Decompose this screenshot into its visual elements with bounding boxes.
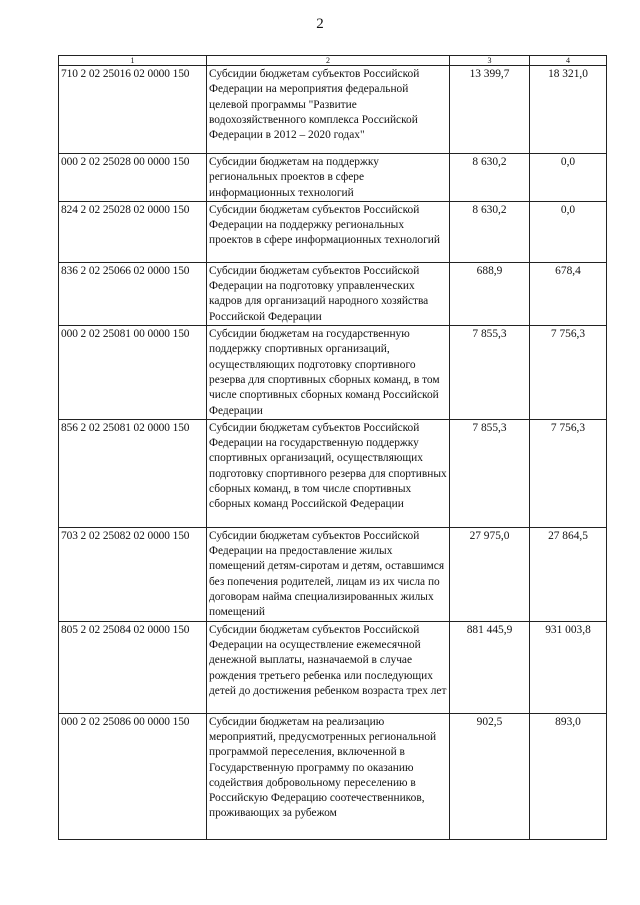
item-name: Субсидии бюджетам субъектов Российской Федерации на мероприятия федеральной целевой программы "Развитие водохозяйственного комплекса Российской Федерации в 2012 – 2020 годах": [207, 66, 450, 154]
value-col3: 8 630,2: [450, 201, 530, 262]
item-name: Субсидии бюджетам субъектов Российской Федерации на подготовку управленческих кадров для организаций народного хозяйства Российской Федерации: [207, 262, 450, 325]
budget-code: 824 2 02 25028 02 0000 150: [59, 201, 207, 262]
item-name: Субсидии бюджетам субъектов Российской Федерации на осуществление ежемесячной денежной выплаты, назначаемой в случае рождения третьего ребенка или последующих детей до достижения ребенком возраста трех лет: [207, 621, 450, 713]
value-col3: 688,9: [450, 262, 530, 325]
column-header-1: 1: [59, 56, 207, 66]
table-row: [59, 713, 607, 839]
value-col3: 902,5: [450, 713, 530, 839]
budget-code: 805 2 02 25084 02 0000 150: [59, 621, 207, 713]
budget-code: 000 2 02 25081 00 0000 150: [59, 326, 207, 420]
value-col4: 893,0: [530, 713, 607, 839]
value-col3: 27 975,0: [450, 527, 530, 621]
column-header-3: 3: [450, 56, 530, 66]
table-row: [59, 419, 607, 527]
value-col3: 13 399,7: [450, 66, 530, 154]
value-col4: 7 756,3: [530, 326, 607, 420]
table-row: [59, 527, 607, 621]
budget-code: 000 2 02 25086 00 0000 150: [59, 713, 207, 839]
budget-code: 856 2 02 25081 02 0000 150: [59, 419, 207, 527]
column-header-4: 4: [530, 56, 607, 66]
value-col3: 881 445,9: [450, 621, 530, 713]
table-row: [59, 262, 607, 325]
budget-code: 710 2 02 25016 02 0000 150: [59, 66, 207, 154]
value-col3: 8 630,2: [450, 154, 530, 202]
budget-code: 836 2 02 25066 02 0000 150: [59, 262, 207, 325]
budget-code: 000 2 02 25028 00 0000 150: [59, 154, 207, 202]
item-name: Субсидии бюджетам на государственную поддержку спортивных организаций, осуществляющих подготовку спортивного резерва для спортивных сборных команд, в том числе спортивных сборных команд Российской Федерации: [207, 326, 450, 420]
item-name: Субсидии бюджетам субъектов Российской Федерации на предоставление жилых помещений детям-сиротам и детям, оставшимся без попечения родителей, лицам из их числа по договорам найма специализированных жилых помещений: [207, 527, 450, 621]
table-row: [59, 621, 607, 713]
page-number: 2: [316, 16, 324, 32]
table-row: [59, 154, 607, 202]
value-col4: 931 003,8: [530, 621, 607, 713]
budget-table: [58, 55, 607, 840]
table-row: [59, 326, 607, 420]
budget-code: 703 2 02 25082 02 0000 150: [59, 527, 207, 621]
value-col3: 7 855,3: [450, 326, 530, 420]
item-name: Субсидии бюджетам субъектов Российской Федерации на государственную поддержку спортивных организаций, осуществляющих подготовку спортивного резерва для спортивных сборных команд, в том числе спортивных сборных команд Российской Федерации: [207, 419, 450, 527]
table-row: [59, 201, 607, 262]
header-row: [59, 56, 607, 66]
value-col4: 27 864,5: [530, 527, 607, 621]
item-name: Субсидии бюджетам на поддержку региональных проектов в сфере информационных технологий: [207, 154, 450, 202]
value-col4: 18 321,0: [530, 66, 607, 154]
value-col4: 678,4: [530, 262, 607, 325]
value-col4: 7 756,3: [530, 419, 607, 527]
item-name: Субсидии бюджетам на реализацию мероприятий, предусмотренных региональной программой переселения, включенной в Государственную программу по оказанию содействия добровольному переселению в Российскую Федерацию соотечественников, проживающих за рубежом: [207, 713, 450, 839]
table-row: [59, 66, 607, 154]
value-col3: 7 855,3: [450, 419, 530, 527]
column-header-2: 2: [207, 56, 450, 66]
item-name: Субсидии бюджетам субъектов Российской Федерации на поддержку региональных проектов в сфере информационных технологий: [207, 201, 450, 262]
value-col4: 0,0: [530, 154, 607, 202]
value-col4: 0,0: [530, 201, 607, 262]
